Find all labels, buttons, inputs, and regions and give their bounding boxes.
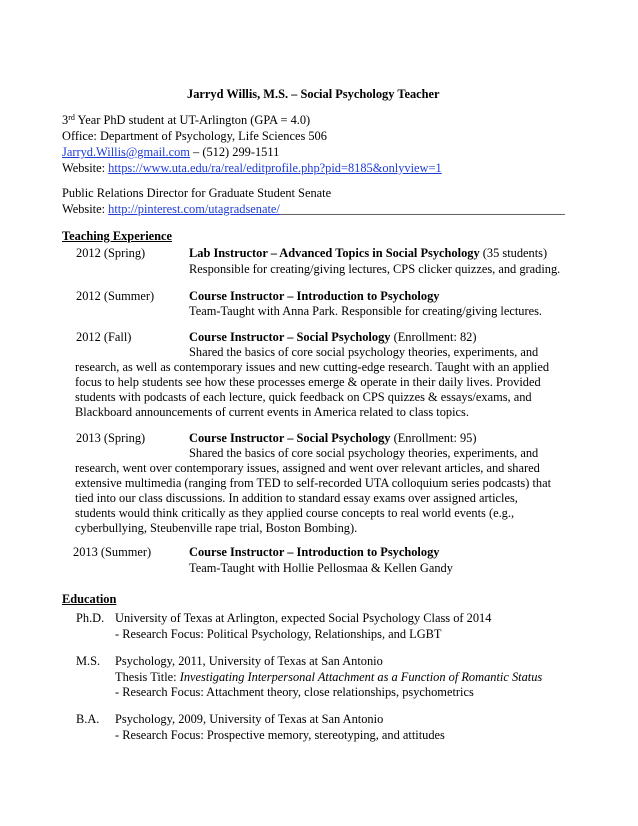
teaching-title: Course Instructor – Introduction to Psychology (189, 289, 440, 303)
teaching-desc: Shared the basics of core social psychology theories, experiments, and (189, 345, 539, 359)
role-line: Public Relations Director for Graduate Student Senate (62, 186, 332, 200)
education-focus: - Research Focus: Prospective memory, stereotyping, and attitudes (115, 728, 445, 742)
status-ordinal: rd (68, 113, 75, 122)
education-focus: - Research Focus: Attachment theory, close relationships, psychometrics (115, 685, 474, 699)
teaching-title: Lab Instructor – Advanced Topics in Social Psychology (189, 246, 480, 260)
teaching-desc: Team-Taught with Hollie Pellosmaa & Kellen Gandy (189, 561, 453, 575)
website2-label: Website: (62, 202, 109, 216)
teaching-extra: (35 students) (479, 246, 548, 260)
website-label: Website: (62, 161, 109, 175)
teaching-desc: Responsible for creating/giving lectures, CPS clicker quizzes, and grading. (189, 262, 561, 276)
teaching-title-line (189, 545, 439, 560)
status-number: 3 (62, 113, 69, 127)
email-link[interactable]: Jarryd.Willis@gmail.com (62, 145, 190, 159)
website2-rule: ______________________________________________ (279, 202, 565, 216)
teaching-title-line (189, 330, 477, 345)
education-degree: Ph.D. (76, 611, 105, 625)
education-degree: M.S. (76, 654, 101, 668)
teaching-body: research, as well as contemporary issues and new cutting-edge research. Taught with an applied focus to help students see how these processes emerge & operate in their daily lives. Provided students with podcasts of each lecture, quick feedback on CPS quizzes & essays/exams, and Blackboard announcements of current events in America related to class topics. (75, 360, 550, 419)
education-heading: Education (62, 592, 117, 606)
teaching-title-line (189, 289, 439, 304)
teaching-title-line (189, 431, 477, 446)
teaching-body: research, went over contemporary issues, assigned and went over relevant articles, and shared extensive multimedia (ranging from TED to self-recorded UTA colloquium series podcasts) that tied into our class discussions. In addition to standard essay exams over assigned articles, students would think critically as they applied course concepts to real world events (e.g., cyberbullying, Steubenville rape trial, Boston Bombing). (75, 461, 552, 535)
teaching-title: Course Instructor – Introduction to Psychology (189, 545, 440, 559)
education-line: Psychology, 2011, University of Texas at San Antonio (115, 654, 383, 668)
education-line: Psychology, 2009, University of Texas at San Antonio (115, 712, 384, 726)
education-line: University of Texas at Arlington, expected Social Psychology Class of 2014 (115, 611, 492, 625)
website-link[interactable]: https://www.uta.edu/ra/real/editprofile.php?pid=8185&onlyview=1 (108, 161, 442, 175)
education-focus: - Research Focus: Political Psychology, Relationships, and LGBT (115, 627, 442, 641)
status-line (62, 113, 310, 128)
teaching-term: 2012 (Fall) (76, 330, 132, 344)
education-degree: B.A. (76, 712, 100, 726)
thesis-label: Thesis Title: (115, 670, 180, 684)
teaching-title-line (189, 246, 547, 261)
thesis-line (115, 670, 542, 685)
teaching-extra: (Enrollment: 95) (390, 431, 477, 445)
teaching-title: Course Instructor – Social Psychology (189, 431, 391, 445)
office-line: Office: Department of Psychology, Life Sciences 506 (62, 129, 327, 143)
teaching-term: 2012 (Summer) (76, 289, 155, 303)
teaching-term: 2013 (Spring) (76, 431, 146, 445)
status-text: Year PhD student at UT-Arlington (GPA = 4.0) (74, 113, 311, 127)
website2-line (62, 202, 565, 217)
phone-text: – (512) 299-1511 (189, 145, 280, 159)
teaching-term: 2013 (Summer) (73, 545, 152, 559)
website2-link[interactable]: http://pinterest.com/utagradsenate/ (108, 202, 280, 216)
teaching-extra: (Enrollment: 82) (390, 330, 477, 344)
teaching-heading: Teaching Experience (62, 229, 173, 243)
teaching-desc: Shared the basics of core social psychology theories, experiments, and (189, 446, 539, 460)
teaching-desc: Team-Taught with Anna Park. Responsible for creating/giving lectures. (189, 304, 543, 318)
website-line (62, 161, 442, 176)
teaching-title: Course Instructor – Social Psychology (189, 330, 391, 344)
contact-line (62, 145, 279, 160)
page-title: Jarryd Willis, M.S. – Social Psychology Teacher (187, 87, 440, 101)
teaching-term: 2012 (Spring) (76, 246, 146, 260)
thesis-title: Investigating Interpersonal Attachment as a Function of Romantic Status (179, 670, 543, 684)
